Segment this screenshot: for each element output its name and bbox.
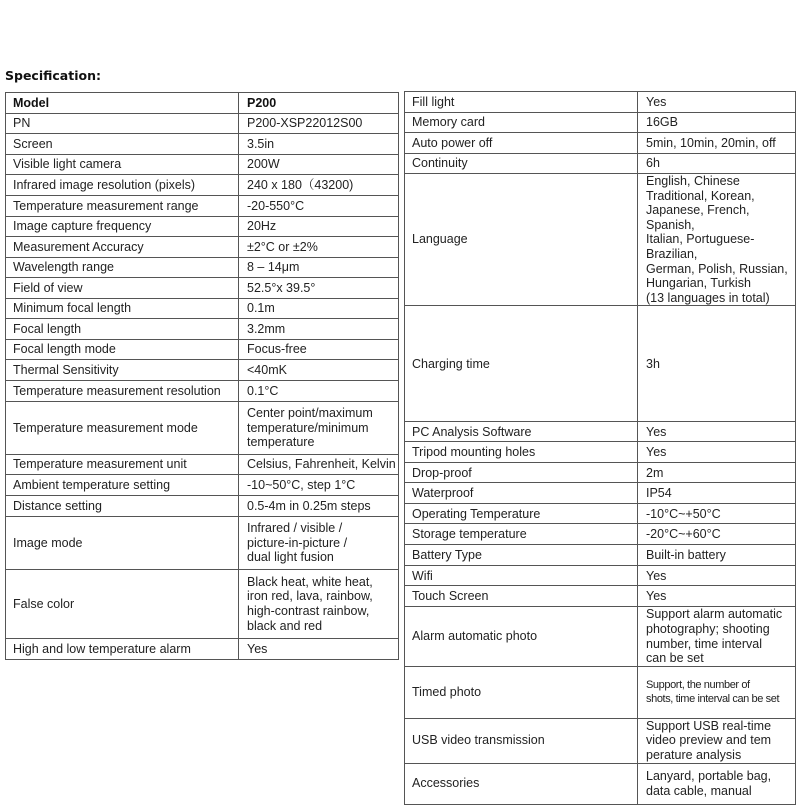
spec-key-field-of-view: Field of view bbox=[6, 278, 239, 299]
header-value-cell: P200 bbox=[239, 93, 399, 114]
table-row bbox=[405, 306, 796, 422]
spec-value-charging-time: 3h bbox=[638, 306, 796, 422]
spec-value-wavelength-range: 8 – 14μm bbox=[239, 258, 399, 278]
spec-key-usb-video-transmission: USB video transmission bbox=[405, 718, 638, 763]
value-line: German, Polish, Russian, bbox=[646, 261, 788, 276]
table-row bbox=[405, 586, 796, 607]
spec-value-ambient-temperature-setting: -10~50°C, step 1°C bbox=[239, 475, 399, 496]
spec-key-focal-length: Focal length bbox=[6, 319, 239, 340]
table-row bbox=[6, 114, 399, 134]
value-line: Japanese, French, Spanish, bbox=[646, 203, 750, 232]
spec-key-temperature-measurement-mode: Temperature measurement mode bbox=[6, 402, 239, 455]
table-row bbox=[405, 666, 796, 718]
spec-value-pc-analysis-software: Yes bbox=[638, 422, 796, 442]
value-line: video preview and tem bbox=[646, 733, 772, 748]
table-row bbox=[405, 113, 796, 133]
spec-value-storage-temperature: -20°C~+60°C bbox=[638, 524, 796, 545]
spec-key-drop-proof: Drop-proof bbox=[405, 463, 638, 483]
spec-value-tripod-mounting-holes: Yes bbox=[638, 442, 796, 463]
table-row bbox=[405, 174, 796, 306]
spec-key-auto-power-off: Auto power off bbox=[405, 133, 638, 154]
spec-key-image-mode: Image mode bbox=[6, 517, 239, 570]
value-line: black and red bbox=[247, 618, 323, 633]
spec-value-temperature-measurement-unit: Celsius, Fahrenheit, Kelvin bbox=[239, 455, 399, 475]
spec-value-visible-light-camera: 200W bbox=[239, 155, 399, 175]
spec-key-high-and-low-temperature-alarm: High and low temperature alarm bbox=[6, 639, 239, 660]
table-row bbox=[405, 566, 796, 586]
spec-table-right bbox=[404, 91, 796, 805]
value-line: English, Chinese bbox=[646, 174, 740, 188]
spec-value-touch-screen: Yes bbox=[638, 586, 796, 607]
value-line: Support alarm automatic bbox=[646, 607, 783, 622]
spec-key-wavelength-range: Wavelength range bbox=[6, 258, 239, 278]
spec-value-usb-video-transmission bbox=[638, 718, 796, 763]
value-line: Infrared / visible / bbox=[247, 521, 343, 536]
value-line: Lanyard, portable bag, bbox=[646, 768, 772, 783]
spec-value-field-of-view: 52.5°x 39.5° bbox=[239, 278, 399, 299]
table-row bbox=[6, 299, 399, 319]
spec-key-temperature-measurement-resolution: Temperature measurement resolution bbox=[6, 381, 239, 402]
table-row bbox=[6, 319, 399, 340]
value-line: photography; shooting bbox=[646, 621, 770, 636]
table-row bbox=[6, 381, 399, 402]
spec-value-alarm-automatic-photo bbox=[638, 607, 796, 666]
spec-key-battery-type: Battery Type bbox=[405, 545, 638, 566]
table-row bbox=[405, 763, 796, 804]
table-row bbox=[405, 442, 796, 463]
value-line: Hungarian, Turkish bbox=[646, 276, 751, 291]
spec-key-tripod-mounting-holes: Tripod mounting holes bbox=[405, 442, 638, 463]
spec-value-image-capture-frequency: 20Hz bbox=[239, 217, 399, 237]
table-row bbox=[405, 524, 796, 545]
table-header-row bbox=[6, 93, 399, 114]
spec-key-touch-screen: Touch Screen bbox=[405, 586, 638, 607]
value-line: Support USB real-time bbox=[646, 718, 772, 733]
value-line: (13 languages in total) bbox=[646, 290, 770, 305]
spec-key-alarm-automatic-photo: Alarm automatic photo bbox=[405, 607, 638, 666]
table-row bbox=[6, 340, 399, 360]
value-line: data cable, manual bbox=[646, 783, 752, 798]
table-row bbox=[6, 175, 399, 196]
spec-value-focal-length-mode: Focus-free bbox=[239, 340, 399, 360]
table-row bbox=[6, 455, 399, 475]
table-row bbox=[6, 237, 399, 258]
spec-value-timed-photo bbox=[638, 666, 796, 718]
spec-key-distance-setting: Distance setting bbox=[6, 496, 239, 517]
spec-key-charging-time: Charging time bbox=[405, 306, 638, 422]
table-row bbox=[405, 422, 796, 442]
spec-key-storage-temperature: Storage temperature bbox=[405, 524, 638, 545]
spec-key-ambient-temperature-setting: Ambient temperature setting bbox=[6, 475, 239, 496]
table-row bbox=[6, 196, 399, 217]
spec-value-screen: 3.5in bbox=[239, 134, 399, 155]
spec-key-temperature-measurement-unit: Temperature measurement unit bbox=[6, 455, 239, 475]
value-line: Center point/maximum bbox=[247, 406, 373, 421]
table-row bbox=[405, 504, 796, 524]
spec-key-accessories: Accessories bbox=[405, 763, 638, 804]
spec-value-language bbox=[638, 174, 796, 306]
value-line: dual light fusion bbox=[247, 550, 334, 565]
spec-value-distance-setting: 0.5-4m in 0.25m steps bbox=[239, 496, 399, 517]
table-row bbox=[405, 92, 796, 113]
spec-key-continuity: Continuity bbox=[405, 154, 638, 174]
spec-value-memory-card: 16GB bbox=[638, 113, 796, 133]
spec-key-pc-analysis-software: PC Analysis Software bbox=[405, 422, 638, 442]
spec-value-pn: P200-XSP22012S00 bbox=[239, 114, 399, 134]
table-row bbox=[405, 483, 796, 504]
spec-value-temperature-measurement-resolution: 0.1°C bbox=[239, 381, 399, 402]
spec-value-fill-light: Yes bbox=[638, 92, 796, 113]
spec-value-continuity: 6h bbox=[638, 154, 796, 174]
value-line: picture-in-picture / bbox=[247, 535, 348, 550]
value-line: temperature/minimum bbox=[247, 420, 369, 435]
spec-key-infrared-image-resolution-pixels: Infrared image resolution (pixels) bbox=[6, 175, 239, 196]
table-row bbox=[6, 258, 399, 278]
spec-value-measurement-accuracy: ±2°C or ±2% bbox=[239, 237, 399, 258]
spec-key-memory-card: Memory card bbox=[405, 113, 638, 133]
value-line: Black heat, white heat, bbox=[247, 574, 373, 589]
spec-key-language: Language bbox=[405, 174, 638, 306]
table-row bbox=[6, 155, 399, 175]
spec-key-temperature-measurement-range: Temperature measurement range bbox=[6, 196, 239, 217]
value-line: can be set bbox=[646, 651, 704, 666]
spec-value-operating-temperature: -10°C~+50°C bbox=[638, 504, 796, 524]
spec-key-focal-length-mode: Focal length mode bbox=[6, 340, 239, 360]
spec-value-temperature-measurement-range: -20-550°C bbox=[239, 196, 399, 217]
spec-key-visible-light-camera: Visible light camera bbox=[6, 155, 239, 175]
table-row bbox=[405, 463, 796, 483]
spec-value-wifi: Yes bbox=[638, 566, 796, 586]
table-row bbox=[6, 360, 399, 381]
spec-value-thermal-sensitivity: <40mK bbox=[239, 360, 399, 381]
spec-key-thermal-sensitivity: Thermal Sensitivity bbox=[6, 360, 239, 381]
spec-value-focal-length: 3.2mm bbox=[239, 319, 399, 340]
table-row bbox=[405, 154, 796, 174]
header-key-cell: Model bbox=[6, 93, 239, 114]
table-row bbox=[6, 639, 399, 660]
table-row bbox=[6, 496, 399, 517]
value-line: temperature bbox=[247, 435, 315, 450]
value-line: Support, the number of bbox=[646, 679, 750, 692]
spec-value-auto-power-off: 5min, 10min, 20min, off bbox=[638, 133, 796, 154]
spec-value-battery-type: Built-in battery bbox=[638, 545, 796, 566]
spec-value-image-mode bbox=[239, 517, 399, 570]
spec-key-image-capture-frequency: Image capture frequency bbox=[6, 217, 239, 237]
spec-key-timed-photo: Timed photo bbox=[405, 666, 638, 718]
value-line: number, time interval bbox=[646, 636, 763, 651]
spec-value-waterproof: IP54 bbox=[638, 483, 796, 504]
spec-value-high-and-low-temperature-alarm: Yes bbox=[239, 639, 399, 660]
spec-key-pn: PN bbox=[6, 114, 239, 134]
spec-value-minimum-focal-length: 0.1m bbox=[239, 299, 399, 319]
spec-value-drop-proof: 2m bbox=[638, 463, 796, 483]
spec-key-wifi: Wifi bbox=[405, 566, 638, 586]
table-row bbox=[6, 402, 399, 455]
table-row bbox=[6, 570, 399, 639]
spec-key-minimum-focal-length: Minimum focal length bbox=[6, 299, 239, 319]
table-row bbox=[6, 278, 399, 299]
table-row bbox=[405, 718, 796, 763]
table-row bbox=[6, 517, 399, 570]
table-row bbox=[6, 134, 399, 155]
value-line: iron red, lava, rainbow, bbox=[247, 589, 373, 604]
spec-key-measurement-accuracy: Measurement Accuracy bbox=[6, 237, 239, 258]
spec-key-fill-light: Fill light bbox=[405, 92, 638, 113]
spec-value-accessories bbox=[638, 763, 796, 804]
table-row bbox=[405, 607, 796, 666]
page-title: Specification: bbox=[5, 68, 101, 83]
value-line: shots, time interval can be set bbox=[646, 693, 780, 706]
value-line: Traditional, Korean, bbox=[646, 188, 755, 203]
value-line: perature analysis bbox=[646, 747, 742, 762]
table-row bbox=[405, 133, 796, 154]
spec-value-infrared-image-resolution-pixels: 240 x 180（43200) bbox=[239, 175, 399, 196]
spec-value-temperature-measurement-mode bbox=[239, 402, 399, 455]
spec-table-left bbox=[5, 92, 399, 660]
spec-key-false-color: False color bbox=[6, 570, 239, 639]
spec-key-screen: Screen bbox=[6, 134, 239, 155]
table-row bbox=[405, 545, 796, 566]
table-row bbox=[6, 217, 399, 237]
table-row bbox=[6, 475, 399, 496]
spec-key-operating-temperature: Operating Temperature bbox=[405, 504, 638, 524]
value-line: high-contrast rainbow, bbox=[247, 604, 370, 618]
spec-value-false-color bbox=[239, 570, 399, 639]
spec-key-waterproof: Waterproof bbox=[405, 483, 638, 504]
value-line: Italian, Portuguese-Brazilian, bbox=[646, 232, 755, 261]
